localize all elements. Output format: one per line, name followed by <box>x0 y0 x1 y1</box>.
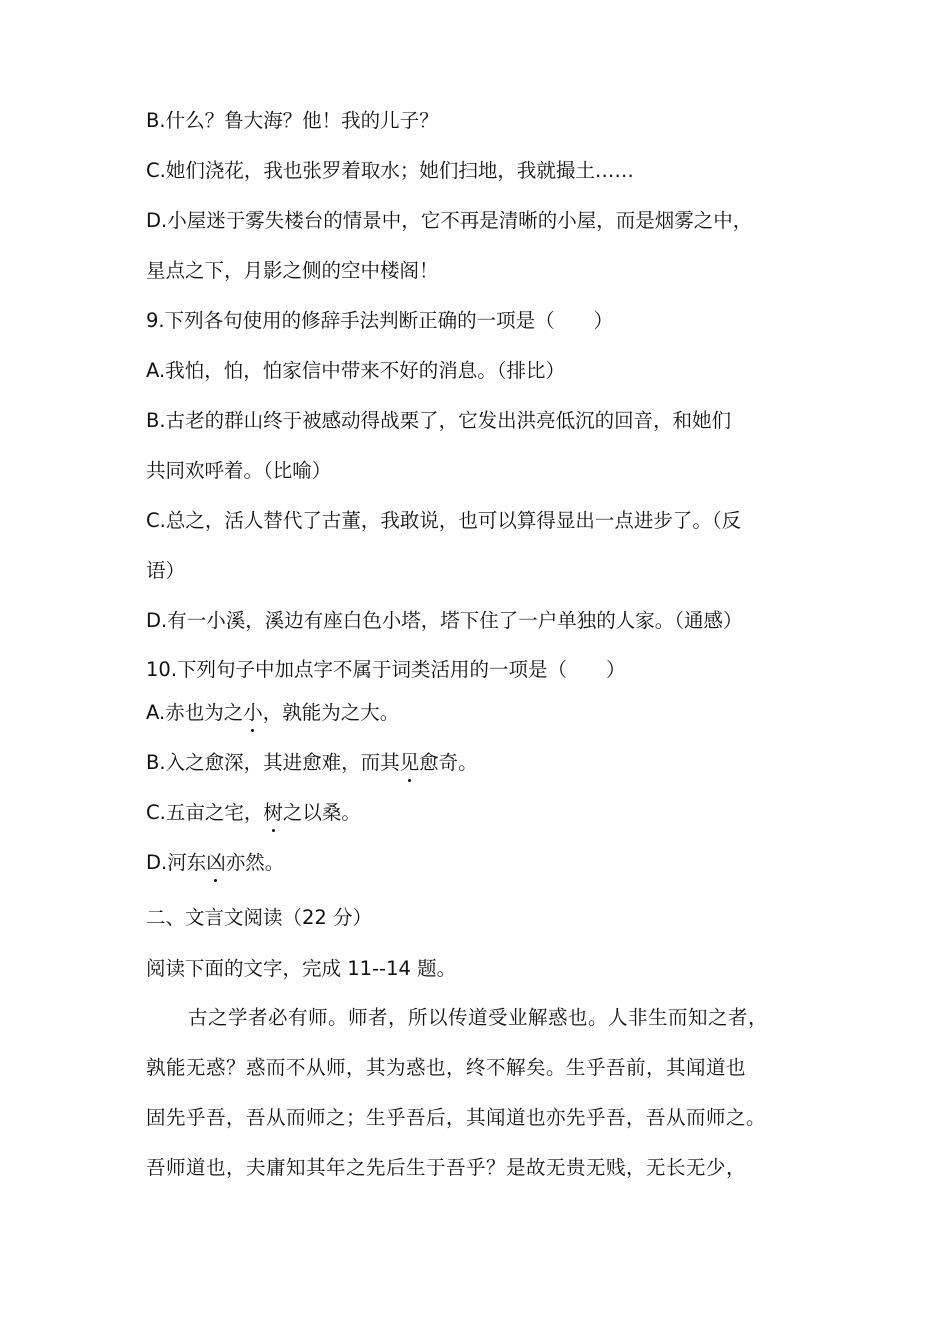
dotted-character: 小 <box>243 699 263 727</box>
option-text: C.五亩之宅， <box>146 801 264 824</box>
option-text: B.入之愈深，其进愈难，而其 <box>146 751 400 774</box>
q9-option-d: D.有一小溪，溪边有座白色小塔，塔下住了一户单独的人家。（通感） <box>146 609 743 632</box>
q9-option-c-continuation: 语） <box>146 559 186 582</box>
q10-option-d <box>146 849 820 877</box>
option-text: ，孰能为之大。 <box>262 701 400 724</box>
passage-line: 固先乎吾，吾从而师之；生乎吾后，其闻道也亦先乎吾，吾从而师之。 <box>146 1106 767 1129</box>
q10-option-a <box>146 699 820 727</box>
option-c-line: C.她们浇花，我也张罗着取水；她们扫地，我就撮土…… <box>146 159 634 182</box>
reading-instruction: 阅读下面的文字，完成 11--14 题。 <box>146 957 457 980</box>
option-text: 亦然。 <box>225 851 285 874</box>
option-d-line: D.小屋迷于雾失楼台的情景中，它不再是清晰的小屋，而是烟雾之中， <box>146 209 753 232</box>
question-9-stem: 9.下列各句使用的修辞手法判断正确的一项是（ ） <box>146 309 614 332</box>
q10-option-c <box>146 799 820 827</box>
q9-option-b: B.古老的群山终于被感动得战栗了，它发出洪亮低沉的回音，和她们 <box>146 409 732 432</box>
option-b-line: B.什么？鲁大海？他！我的儿子？ <box>146 109 439 132</box>
dotted-character: 树 <box>263 799 283 827</box>
option-text: D.河东 <box>146 851 207 874</box>
section-title: 二、文言文阅读（22 分） <box>146 906 373 929</box>
q9-option-a: A.我怕，怕，怕家信中带来不好的消息。（排比） <box>146 359 565 382</box>
passage-line: 吾师道也，夫庸知其年之先后生于吾乎？是故无贵无贱，无长无少， <box>146 1156 747 1179</box>
option-d-continuation: 星点之下，月影之侧的空中楼阁！ <box>146 259 439 282</box>
q9-option-b-continuation: 共同欢呼着。（比喻） <box>146 459 332 482</box>
option-text: A.赤也为之 <box>146 701 244 724</box>
dotted-character: 凶 <box>206 849 226 877</box>
option-text: 之以桑。 <box>282 801 361 824</box>
q9-option-c: C.总之，活人替代了古董，我敢说，也可以算得显出一点进步了。（反 <box>146 509 742 532</box>
q10-option-b <box>146 749 820 777</box>
option-text: 愈奇。 <box>419 751 478 774</box>
passage-line: 孰能无惑？惑而不从师，其为惑也，终不解矣。生乎吾前，其闻道也 <box>146 1056 747 1079</box>
question-10-stem: 10.下列句子中加点字不属于词类活用的一项是（ ） <box>146 658 626 681</box>
passage-line: 古之学者必有师。师者，所以传道受业解惑也。人非生而知之者， <box>188 1006 769 1029</box>
dotted-character: 见 <box>400 749 420 777</box>
